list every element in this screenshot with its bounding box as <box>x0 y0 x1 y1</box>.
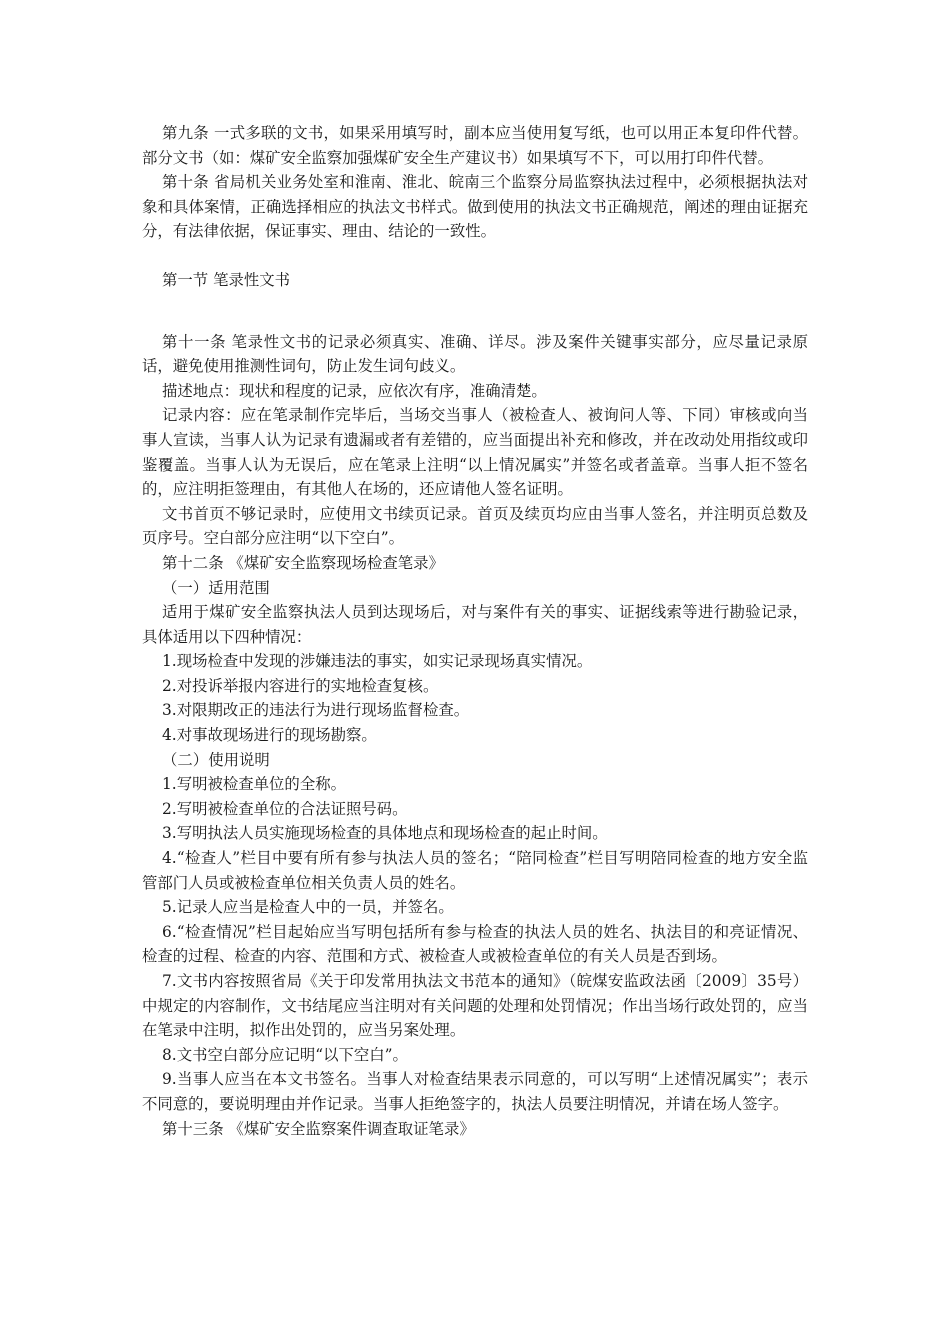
usage-item: 1.写明被检查单位的全称。 <box>162 775 346 794</box>
section-heading: 第一节 笔录性文书 <box>162 271 291 290</box>
usage-item: 5.记录人应当是检查人中的一员，并签名。 <box>162 898 454 917</box>
spacer <box>142 318 808 330</box>
article-13: 第十三条 《煤矿安全监察案件调查取证笔录》 <box>162 1119 475 1138</box>
article-9: 第九条 一式多联的文书，如果采用填写时，副本应当使用复写纸，也可以用正本复印件代替。部分文书（如：煤矿安全监察加强煤矿安全生产建议书）如果填写不下，可以用打印件代替。 <box>142 124 808 167</box>
usage-item: 6.“检查情况”栏目起始应当写明包括所有参与检查的执法人员的姓名、执法目的和亮证情况、检查的过程、检查的内容、范围和方式、被检查人或被检查单位的有关人员是否到场。 <box>142 922 808 966</box>
continuation-paragraph: 文书首页不够记录时，应使用文书续页记录。首页及续页均应由当事人签名，并注明页总数及页序号。空白部分应注明“以下空白”。 <box>142 504 808 548</box>
article-11: 第十一条 笔录性文书的记录必须真实、准确、详尽。涉及案件关键事实部分，应尽量记录原话，避免使用推测性词句，防止发生词句歧义。 <box>142 332 808 376</box>
scope-item: 1.现场检查中发现的涉嫌违法的事实，如实记录现场真实情况。 <box>162 652 593 671</box>
usage-item: 4.“检查人”栏目中要有所有参与执法人员的签名；“陪同检查”栏目写明陪同检查的地方安全监管部门人员或被检查单位相关负责人员的姓名。 <box>142 849 808 892</box>
article-12: 第十二条 《煤矿安全监察现场检查笔录》 <box>162 553 444 572</box>
record-content-paragraph: 记录内容：应在笔录制作完毕后，当场交当事人（被检查人、被询问人等、下同）审核或向当事人宣读，当事人认为记录有遗漏或者有差错的，应当面提出补充和修改，并在改动处用指纹或印鉴覆盖。当事人认为无误后，应在笔录上注明“以上情况属实”并签名或者盖章。当事人拒不签名的，应注明拒签理由，有其他人在场的，还应请他人签名证明。 <box>142 406 808 499</box>
scope-title: （一）适用范围 <box>162 578 270 597</box>
describe-place-paragraph: 描述地点：现状和程度的记录，应依次有序，准确清楚。 <box>162 381 547 400</box>
usage-item: 7.文书内容按照省局《关于印发常用执法文书范本的通知》（皖煤安监政法函〔2009〕35号）中规定的内容制作，文书结尾应当注明对有关问题的处理和处罚情况；作出当场行政处罚的，应当在笔录中注明，拟作出处罚的，应当另案处理。 <box>142 972 808 1040</box>
document-page <box>142 121 808 1141</box>
usage-item: 9.当事人应当在本文书签名。当事人对检查结果表示同意的，可以写明“上述情况属实”；表示不同意的，要说明理由并作记录。当事人拒绝签字的，执法人员要注明情况，并请在场人签字。 <box>142 1070 808 1113</box>
usage-item: 8.文书空白部分应记明“以下空白”。 <box>162 1045 408 1064</box>
usage-title: （二）使用说明 <box>162 750 270 769</box>
scope-item: 4.对事故现场进行的现场勘察。 <box>162 726 377 745</box>
scope-item: 3.对限期改正的违法行为进行现场监督检查。 <box>162 701 470 720</box>
usage-item: 2.写明被检查单位的合法证照号码。 <box>162 799 408 818</box>
spacer <box>142 244 808 269</box>
scope-text: 适用于煤矿安全监察执法人员到达现场后，对与案件有关的事实、证据线索等进行勘验记录，具体适用以下四种情况： <box>142 603 808 646</box>
spacer <box>142 293 808 318</box>
article-10: 第十条 省局机关业务处室和淮南、淮北、皖南三个监察分局监察执法过程中，必须根据执法对象和具体案情，正确选择相应的执法文书样式。做到使用的执法文书正确规范，阐述的理由证据充分，有法律依据，保证事实、理由、结论的一致性。 <box>142 173 808 241</box>
scope-item: 2.对投诉举报内容进行的实地检查复核。 <box>162 676 439 695</box>
usage-item: 3.写明执法人员实施现场检查的具体地点和现场检查的起止时间。 <box>162 824 608 843</box>
